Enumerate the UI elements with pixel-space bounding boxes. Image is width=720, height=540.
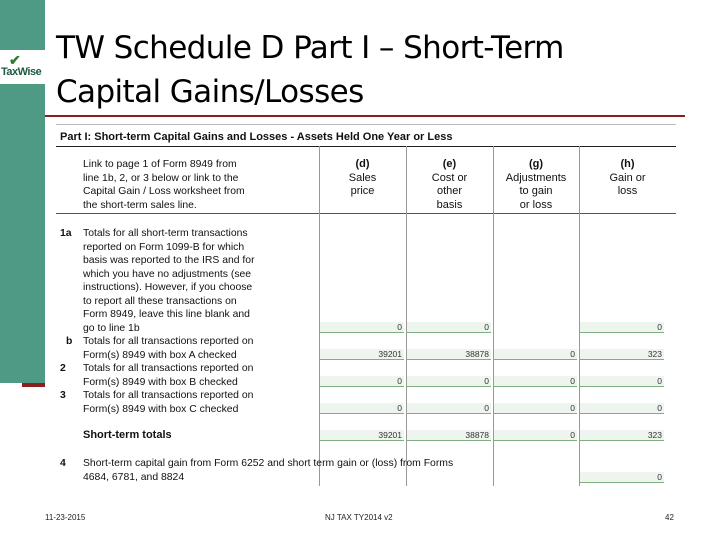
- line-3-cost-basis[interactable]: 0: [407, 403, 491, 414]
- line-number: 2: [60, 363, 66, 374]
- slide-title-line2: Capital Gains/Losses: [56, 74, 364, 110]
- intro-line: Capital Gain / Loss worksheet from: [83, 186, 245, 197]
- column-label: other: [436, 185, 463, 197]
- column-label: basis: [436, 198, 463, 211]
- column-label: Adjustments: [505, 171, 567, 184]
- totals-sales-price: 39201: [320, 430, 404, 441]
- column-header-d: [319, 158, 406, 199]
- line-2-cost-basis[interactable]: 0: [407, 376, 491, 387]
- column-label: Cost or: [431, 171, 468, 184]
- totals-gain-loss: 323: [580, 430, 664, 441]
- description-line: which you have no adjustments (see: [83, 268, 252, 280]
- part-title: Part I: Short-term Capital Gains and Losses - Assets Held One Year or Less: [60, 131, 453, 143]
- totals-adjustments: 0: [494, 430, 577, 441]
- column-letter: (d): [355, 158, 370, 170]
- line-2-gain-loss[interactable]: 0: [580, 376, 664, 387]
- line-2-description: [83, 362, 253, 389]
- column-label: to gain: [519, 185, 553, 197]
- totals-cost-basis: 38878: [407, 430, 491, 441]
- line-1a-cost-basis[interactable]: 0: [407, 322, 491, 333]
- slide-title: [56, 26, 564, 114]
- column-header-e: [406, 158, 493, 212]
- line-number: 4: [60, 458, 66, 469]
- line-3-gain-loss[interactable]: 0: [580, 403, 664, 414]
- description-line: Totals for all transactions reported on: [83, 390, 254, 401]
- page-number: 42: [665, 513, 674, 522]
- description-line: instructions). However, if you choose: [83, 282, 253, 293]
- line-2-adjustments[interactable]: 0: [494, 376, 577, 387]
- description-line: Form 8949, leave this line blank and: [83, 309, 250, 320]
- description-line: Totals for all transactions reported on: [83, 336, 254, 347]
- header-bottom-rule: [56, 213, 676, 214]
- line-1a-gain-loss[interactable]: 0: [580, 322, 664, 333]
- line-3-sales-price[interactable]: 0: [320, 403, 404, 414]
- line-1a-sales-price[interactable]: 0: [320, 322, 404, 333]
- column-label: Gain or: [609, 171, 646, 184]
- footer-center-text: NJ TAX TY2014 v2: [325, 513, 393, 522]
- description-line: basis was reported to the IRS and for: [83, 255, 255, 266]
- description-line: to report all these transactions on: [83, 295, 237, 307]
- line-2-sales-price[interactable]: 0: [320, 376, 404, 387]
- column-label: price: [350, 185, 375, 197]
- taxwise-logo: [0, 50, 48, 84]
- column-letter: (g): [528, 158, 544, 170]
- logo-text: TaxWise: [1, 66, 42, 78]
- intro-text: [83, 158, 245, 212]
- column-header-h: [579, 158, 676, 199]
- line-4-description: [83, 457, 453, 484]
- description-line: Totals for all transactions reported on: [83, 363, 254, 374]
- line-4-gain-loss[interactable]: 0: [580, 472, 664, 483]
- checkmark-icon: ✔: [9, 52, 21, 68]
- footer-date: 11-23-2015: [45, 513, 86, 522]
- line-3-description: [83, 389, 253, 416]
- line-3-adjustments[interactable]: 0: [494, 403, 577, 414]
- column-letter: (e): [442, 158, 457, 170]
- line-1b-sales-price[interactable]: 39201: [320, 349, 404, 360]
- line-number: b: [66, 336, 73, 347]
- description-line: Totals for all short-term transactions: [83, 228, 248, 239]
- line-number: 3: [60, 390, 66, 401]
- column-header-g: [493, 158, 579, 212]
- header-rule: [56, 146, 676, 147]
- description-line: 4684, 6781, and 8824: [83, 471, 185, 483]
- description-line: go to line 1b: [83, 322, 140, 334]
- intro-line: the short-term sales line.: [83, 199, 197, 211]
- line-1b-gain-loss[interactable]: 323: [580, 349, 664, 360]
- description-line: Form(s) 8949 with box C checked: [83, 403, 239, 415]
- title-divider: [45, 115, 685, 117]
- line-1b-cost-basis[interactable]: 38878: [407, 349, 491, 360]
- form-top-border: [56, 124, 676, 125]
- column-label: loss: [617, 185, 638, 197]
- slide-title-line1: TW Schedule D Part I – Short-Term: [56, 30, 564, 66]
- description-line: reported on Form 1099-B for which: [83, 241, 245, 253]
- line-1a-description: [83, 227, 255, 335]
- column-letter: (h): [620, 158, 635, 170]
- sidebar-accent-tip: [22, 383, 45, 387]
- intro-line: Link to page 1 of Form 8949 from: [83, 159, 237, 170]
- column-label: or loss: [519, 198, 553, 211]
- line-1b-adjustments[interactable]: 0: [494, 349, 577, 360]
- intro-line: line 1b, 2, or 3 below or link to the: [83, 172, 239, 184]
- description-line: Short-term capital gain from Form 6252 and short term gain or (loss) from Forms: [83, 458, 454, 469]
- schedule-d-part1-form: [56, 124, 676, 489]
- description-line: Form(s) 8949 with box A checked: [83, 349, 237, 361]
- column-label: Sales: [348, 171, 377, 184]
- line-number: 1a: [60, 228, 72, 239]
- line-1b-description: [83, 335, 253, 362]
- description-line: Form(s) 8949 with box B checked: [83, 376, 238, 388]
- short-term-totals-label: Short-term totals: [83, 429, 172, 441]
